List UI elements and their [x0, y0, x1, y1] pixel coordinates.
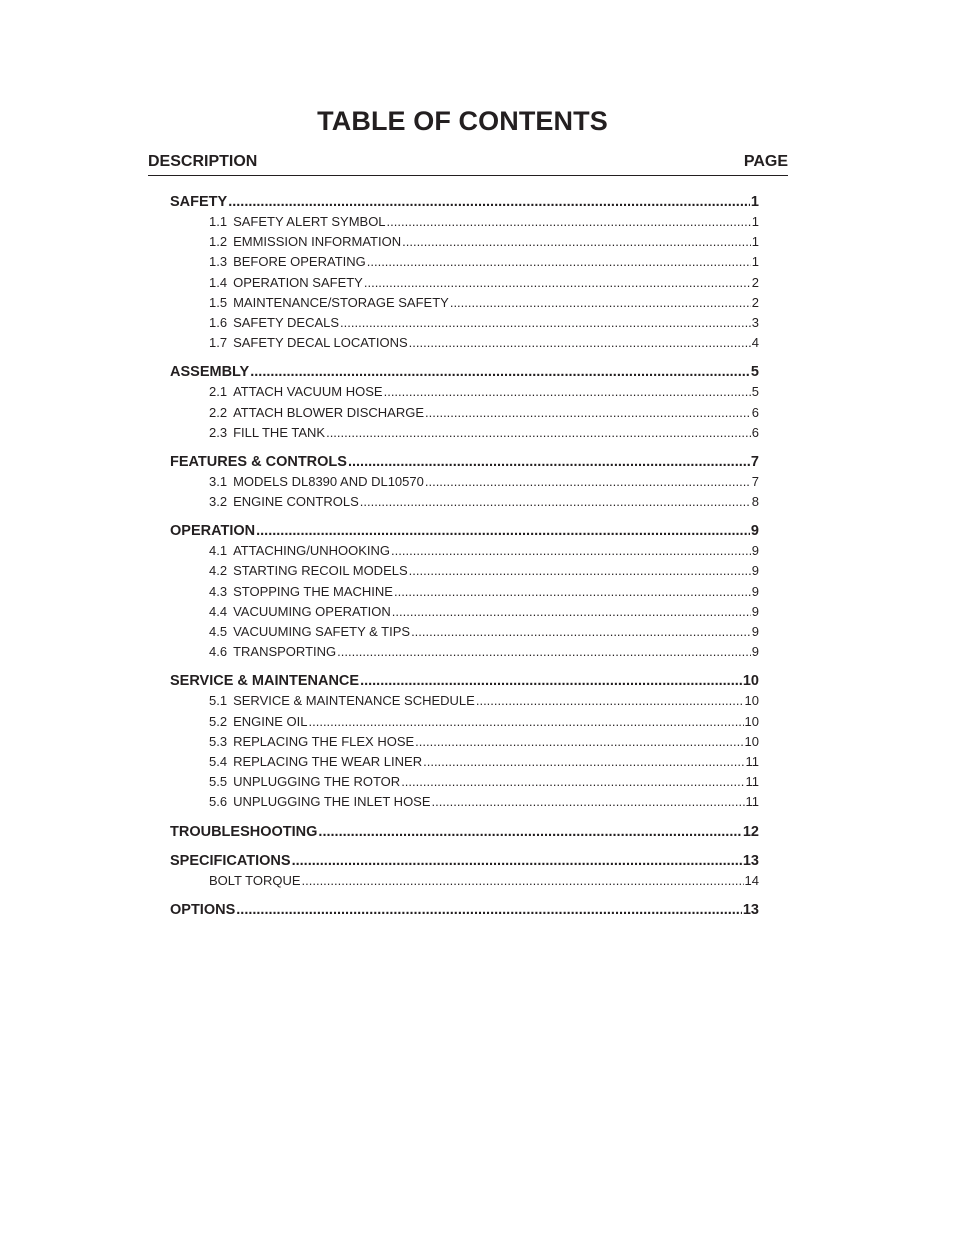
item-label: ATTACH VACUUM HOSE [233, 384, 383, 400]
toc-subentry[interactable] [209, 792, 759, 812]
toc-section-service-maintenance [170, 671, 759, 812]
item-label: ENGINE CONTROLS [233, 494, 359, 510]
item-label: MODELS DL8390 AND DL10570 [233, 473, 424, 489]
section-title: SAFETY [170, 194, 228, 210]
item-label: EMMISSION INFORMATION [233, 234, 402, 250]
page-number: 10 [744, 733, 759, 749]
item-label: OPERATION SAFETY [233, 274, 363, 290]
toc-subentry[interactable] [209, 732, 759, 752]
toc-section-features-controls [170, 452, 759, 512]
dot-leader [348, 452, 750, 472]
toc-subentry[interactable] [209, 403, 759, 423]
page-column-label: PAGE [743, 153, 788, 170]
page-number: 9 [751, 583, 759, 599]
page-number: 11 [745, 753, 759, 769]
dot-leader [391, 541, 751, 561]
item-label: STOPPING THE MACHINE [233, 583, 393, 599]
item-number: 1.3 [209, 254, 228, 270]
page-number: 1 [751, 214, 759, 229]
dot-leader [236, 900, 742, 920]
dot-leader [326, 423, 751, 443]
section-title: OPTIONS [170, 901, 236, 918]
item-label: BOLT TORQUE [209, 872, 301, 888]
dot-leader [228, 192, 750, 212]
toc-entry[interactable] [170, 192, 759, 212]
item-number: 5.3 [209, 733, 228, 749]
toc-subentry[interactable] [209, 642, 759, 662]
toc-subentry[interactable] [209, 232, 759, 252]
page-number: 13 [742, 852, 759, 869]
toc-subentry[interactable] [209, 333, 759, 353]
dot-leader [364, 273, 751, 293]
toc-subentry[interactable] [209, 293, 759, 313]
page-number: 7 [750, 453, 759, 470]
item-label: ATTACH BLOWER DISCHARGE [233, 404, 425, 420]
toc-entry[interactable] [170, 822, 759, 842]
dot-leader [292, 851, 742, 871]
dot-leader [318, 822, 741, 842]
page-number: 2 [751, 274, 759, 290]
toc-subentry[interactable] [209, 313, 759, 333]
item-label: VACUUMING OPERATION [233, 603, 391, 619]
toc-subentry[interactable] [209, 212, 759, 232]
toc-subentry[interactable] [209, 582, 759, 602]
page-number: 13 [742, 901, 759, 918]
dot-leader [384, 382, 751, 402]
column-header [148, 153, 788, 176]
toc-subentry[interactable] [209, 712, 759, 732]
page-number: 5 [750, 364, 759, 381]
toc-subentry[interactable] [209, 561, 759, 581]
item-label: SAFETY ALERT SYMBOL [233, 214, 386, 229]
item-number: 1.2 [209, 234, 228, 250]
item-number: 1.1 [209, 214, 228, 229]
toc-subentry[interactable] [209, 871, 759, 891]
section-title: SERVICE & MAINTENANCE [170, 673, 360, 690]
page-number: 3 [751, 314, 759, 330]
section-title: SPECIFICATIONS [170, 852, 291, 869]
toc-subentry[interactable] [209, 472, 759, 492]
dot-leader [425, 403, 751, 423]
toc-section-safety [170, 192, 759, 353]
dot-leader [340, 313, 751, 333]
page-number: 12 [742, 823, 759, 840]
page-number: 11 [745, 774, 759, 790]
item-label: STARTING RECOIL MODELS [233, 563, 408, 579]
dot-leader [401, 772, 744, 792]
page-number: 1 [751, 254, 759, 270]
dot-leader [409, 333, 751, 353]
page-number: 9 [751, 563, 759, 579]
dot-leader [409, 561, 751, 581]
dot-leader [387, 212, 751, 232]
page-number: 9 [751, 543, 759, 559]
page-number: 9 [750, 523, 759, 540]
item-number: 5.6 [209, 794, 228, 810]
page-number: 2 [751, 294, 759, 310]
dot-leader [360, 671, 742, 691]
page-title: TABLE OF CONTENTS [317, 106, 608, 136]
page-number: 8 [751, 494, 759, 510]
page-number: 10 [744, 693, 759, 709]
item-number: 1.7 [209, 335, 228, 351]
dot-leader [425, 472, 751, 492]
toc-entry[interactable] [170, 900, 759, 920]
toc-entry[interactable] [170, 851, 759, 871]
page-number: 4 [751, 335, 759, 351]
item-label: UNPLUGGING THE INLET HOSE [233, 794, 431, 810]
section-title: ASSEMBLY [170, 364, 250, 381]
item-label: MAINTENANCE/STORAGE SAFETY [233, 294, 449, 310]
item-label: BEFORE OPERATING [233, 254, 366, 270]
section-title: OPERATION [170, 523, 256, 540]
dot-leader [360, 492, 751, 512]
page-number: 1 [751, 234, 759, 250]
toc-entry[interactable] [170, 521, 759, 541]
dot-leader [256, 521, 750, 541]
item-number: 1.6 [209, 314, 228, 330]
toc-subentry[interactable] [209, 423, 759, 443]
item-label: ATTACHING/UNHOOKING [233, 543, 391, 559]
toc-subentry[interactable] [209, 772, 759, 792]
page-number: 7 [751, 473, 759, 489]
dot-leader [415, 732, 743, 752]
item-label: TRANSPORTING [233, 644, 337, 660]
dot-leader [402, 232, 751, 252]
toc-section-operation [170, 521, 759, 662]
page-number: 9 [751, 603, 759, 619]
page-number: 11 [745, 794, 759, 810]
item-number: 4.1 [209, 543, 228, 559]
item-label: REPLACING THE WEAR LINER [233, 753, 423, 769]
dot-leader [432, 792, 745, 812]
page-number: 10 [742, 673, 759, 690]
dot-leader [423, 752, 744, 772]
page-number: 6 [751, 404, 759, 420]
item-number: 4.2 [209, 563, 228, 579]
dot-leader [367, 252, 751, 272]
item-number: 2.1 [209, 384, 228, 400]
dot-leader [411, 622, 751, 642]
item-number: 4.3 [209, 583, 228, 599]
page-number: 6 [751, 424, 759, 440]
item-number: 5.5 [209, 774, 228, 790]
item-number: 2.2 [209, 404, 228, 420]
item-number: 4.4 [209, 603, 228, 619]
item-label: SAFETY DECALS [233, 314, 340, 330]
toc-entry[interactable] [170, 452, 759, 472]
section-title: TROUBLESHOOTING [170, 823, 318, 840]
toc-entry[interactable] [170, 362, 759, 382]
toc-list [170, 192, 759, 929]
toc-subentry[interactable] [209, 752, 759, 772]
section-title: FEATURES & CONTROLS [170, 453, 347, 470]
item-number: 5.1 [209, 693, 228, 709]
item-number: 1.4 [209, 274, 228, 290]
toc-section-options [170, 900, 759, 920]
item-number: 4.6 [209, 644, 228, 660]
item-label: SAFETY DECAL LOCATIONS [233, 335, 408, 351]
dot-leader [394, 582, 751, 602]
item-label: VACUUMING SAFETY & TIPS [233, 624, 411, 639]
toc-section-assembly [170, 362, 759, 443]
page-number: 9 [751, 624, 759, 639]
item-number: 1.5 [209, 294, 228, 310]
toc-section-troubleshooting [170, 822, 759, 842]
item-label: FILL THE TANK [233, 424, 326, 440]
dot-leader [392, 602, 751, 622]
toc-subentry[interactable] [209, 691, 759, 711]
item-label: SERVICE & MAINTENANCE SCHEDULE [233, 693, 475, 709]
toc-subentry[interactable] [209, 492, 759, 512]
toc-subentry[interactable] [209, 382, 759, 402]
item-label: ENGINE OIL [233, 713, 308, 729]
item-number: 5.4 [209, 753, 228, 769]
item-number: 3.1 [209, 473, 228, 489]
dot-leader [476, 691, 744, 711]
toc-subentry[interactable] [209, 622, 759, 642]
item-number: 2.3 [209, 424, 228, 440]
dot-leader [309, 712, 744, 732]
page-number: 1 [750, 194, 759, 210]
page-number: 10 [744, 713, 759, 729]
item-number: 3.2 [209, 494, 228, 510]
item-number: 4.5 [209, 624, 228, 639]
page-number: 5 [751, 384, 759, 400]
page-number: 14 [744, 872, 759, 888]
toc-entry[interactable] [170, 671, 759, 691]
toc-subentry[interactable] [209, 541, 759, 561]
item-label: REPLACING THE FLEX HOSE [233, 733, 415, 749]
item-number: 5.2 [209, 713, 228, 729]
item-label: UNPLUGGING THE ROTOR [233, 774, 401, 790]
description-column-label: DESCRIPTION [148, 153, 258, 170]
toc-subentry[interactable] [209, 273, 759, 293]
toc-subentry[interactable] [209, 252, 759, 272]
toc-section-specifications [170, 851, 759, 891]
dot-leader [450, 293, 751, 313]
dot-leader [337, 642, 751, 662]
dot-leader [302, 871, 744, 891]
page-number: 9 [751, 644, 759, 660]
toc-subentry[interactable] [209, 602, 759, 622]
dot-leader [250, 362, 750, 382]
